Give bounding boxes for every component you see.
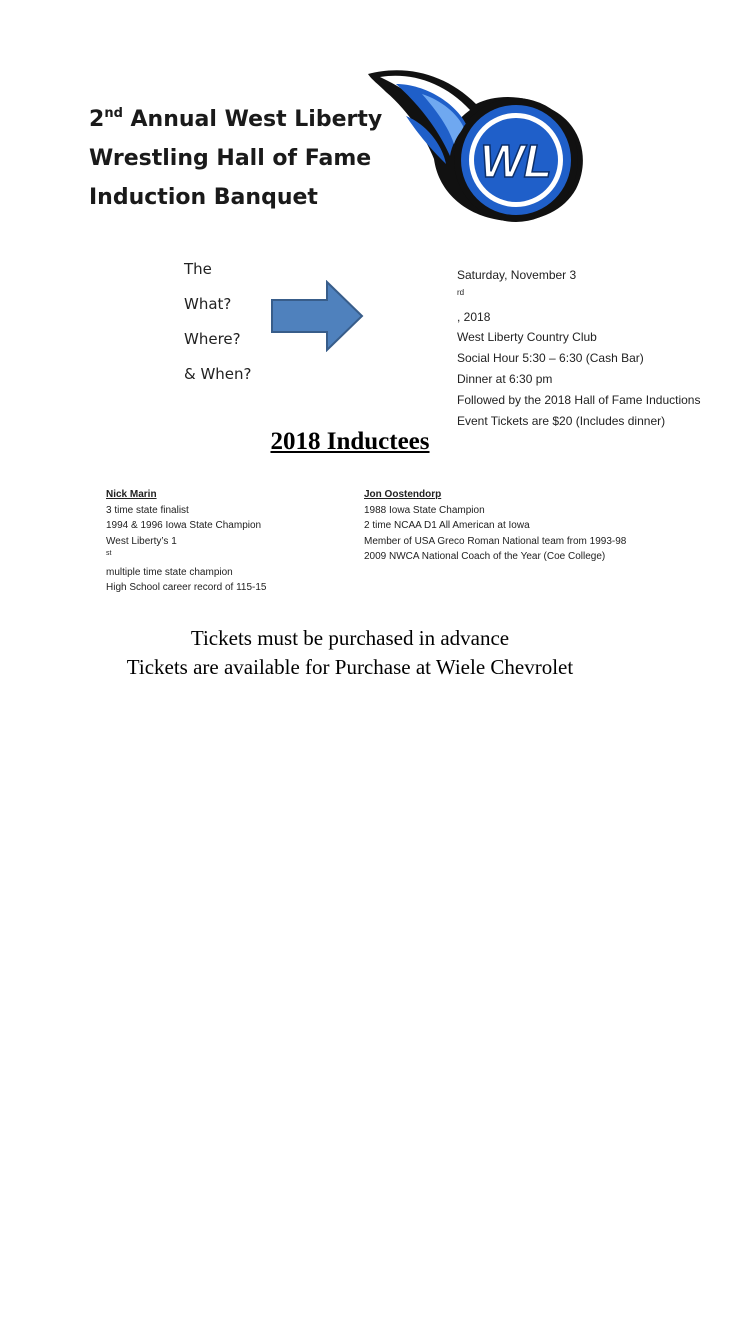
logo-letters: WL: [480, 135, 552, 187]
question-the: The: [184, 260, 212, 278]
title-line-2: Wrestling Hall of Fame: [89, 146, 372, 171]
event-location: West Liberty Country Club: [457, 330, 597, 345]
question-what: What?: [184, 295, 232, 313]
achievement-text-rest: multiple time state champion: [106, 566, 233, 578]
inductee-achievement: 2009 NWCA National Coach of the Year (Coe College): [364, 551, 606, 562]
event-details: [457, 265, 700, 431]
title-ordinal-suffix: nd: [104, 106, 123, 121]
wl-flame-logo-icon: [366, 64, 590, 224]
questions-list: [184, 252, 252, 392]
event-social-hour: Social Hour 5:30 – 6:30 (Cash Bar): [457, 351, 644, 366]
event-inductions: Followed by the 2018 Hall of Fame Inductions: [457, 392, 701, 407]
ticket-info: [0, 624, 700, 682]
inductee-nick-marin: [106, 487, 266, 596]
title-ordinal-number: 2: [89, 107, 105, 132]
inductee-achievement: High School career record of 115-15: [106, 582, 267, 593]
event-date-year: , 2018: [457, 309, 491, 324]
title-line-1-text: Annual West Liberty: [122, 107, 383, 132]
event-date-text: Saturday, November 3: [457, 268, 577, 282]
ticket-purchase-location: Tickets are available for Purchase at Wiele Chevrolet: [126, 655, 574, 679]
inductee-achievement: [106, 534, 266, 581]
title-line-3: Induction Banquet: [89, 185, 318, 210]
inductee-achievement: Member of USA Greco Roman National team from 1993-98: [364, 535, 627, 547]
achievement-ordinal-suffix: st: [106, 550, 112, 557]
achievement-text: West Liberty’s 1: [106, 535, 177, 547]
inductee-achievement: 3 time state finalist: [106, 504, 189, 516]
question-where: Where?: [184, 330, 241, 348]
inductee-jon-oostendorp: [364, 487, 626, 565]
event-date-suffix: rd: [457, 287, 465, 297]
inductee-achievement: 1988 Iowa State Champion: [364, 504, 485, 516]
inductee-name: Nick Marin: [106, 489, 157, 500]
event-ticket-price: Event Tickets are $20 (Includes dinner): [457, 413, 666, 428]
inductee-name: Jon Oostendorp: [364, 489, 442, 500]
title-line-1: [89, 100, 382, 139]
question-when: & When?: [184, 365, 252, 383]
event-title: [89, 100, 382, 217]
event-dinner: Dinner at 6:30 pm: [457, 371, 553, 386]
inductees-heading: 2018 Inductees: [270, 428, 430, 455]
inductee-achievement: 1994 & 1996 Iowa State Champion: [106, 520, 262, 531]
event-date: [457, 265, 700, 327]
ticket-advance-note: Tickets must be purchased in advance: [190, 626, 510, 650]
inductee-achievement: 2 time NCAA D1 All American at Iowa: [364, 520, 530, 531]
right-arrow-icon: [270, 280, 364, 352]
